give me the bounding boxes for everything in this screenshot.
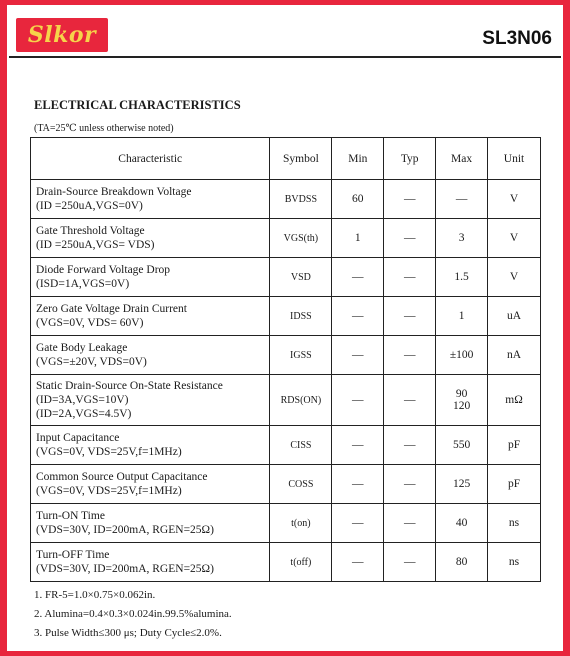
unit-value: mΩ	[505, 394, 523, 406]
max-cell	[436, 543, 488, 582]
typ-value: —	[403, 556, 416, 568]
unit-cell	[488, 258, 541, 297]
characteristic-cell	[31, 336, 270, 375]
typ-cell	[384, 336, 436, 375]
characteristic-name: Zero Gate Voltage Drain Current	[36, 303, 187, 315]
column-header: Unit	[488, 138, 541, 180]
symbol-value: COSS	[288, 478, 314, 490]
unit-cell	[488, 543, 541, 582]
max-value: 3	[458, 232, 465, 244]
unit-cell	[488, 297, 541, 336]
characteristic-name: Diode Forward Voltage Drop	[36, 264, 171, 276]
header-divider	[9, 56, 561, 58]
characteristic-name: Turn-OFF Time	[36, 549, 110, 561]
min-cell	[332, 465, 384, 504]
typ-value: —	[403, 193, 416, 205]
max-value: 1.5	[454, 271, 469, 283]
min-value: —	[352, 394, 364, 406]
min-cell	[332, 258, 384, 297]
column-header: Max	[436, 138, 488, 180]
symbol-cell	[270, 426, 332, 465]
max-cell	[436, 504, 488, 543]
symbol-cell	[270, 297, 332, 336]
characteristic-name: Gate Body Leakage	[36, 342, 128, 354]
test-condition: (ID =250uA,VGS= VDS)	[36, 239, 155, 251]
min-value: —	[352, 349, 364, 361]
column-header: Min	[332, 138, 384, 180]
min-cell	[332, 297, 384, 336]
brand-logo-text: Slkor	[27, 22, 97, 48]
min-cell	[332, 426, 384, 465]
min-value: —	[352, 271, 364, 283]
table-row	[31, 543, 541, 582]
max-cell	[436, 465, 488, 504]
typ-cell	[384, 543, 436, 582]
unit-value: ns	[508, 517, 520, 529]
typ-value: —	[403, 310, 416, 322]
max-cell	[436, 297, 488, 336]
typ-cell	[384, 465, 436, 504]
max-value: 1	[458, 310, 465, 322]
test-condition: (ID=2A,VGS=4.5V)	[36, 408, 132, 420]
typ-cell	[384, 297, 436, 336]
unit-cell	[488, 465, 541, 504]
test-condition: (ID =250uA,VGS=0V)	[36, 200, 143, 212]
electrical-characteristics-table	[30, 137, 541, 582]
brand-logo	[16, 18, 108, 52]
symbol-cell	[270, 336, 332, 375]
min-value: —	[352, 310, 364, 322]
footnote: 2. Alumina=0.4×0.3×0.024in.99.5%alumina.	[34, 608, 232, 620]
symbol-cell	[270, 180, 332, 219]
max-value: ±100	[449, 349, 474, 361]
test-condition: (VGS=0V, VDS=25V,f=1MHz)	[36, 485, 182, 497]
characteristic-cell	[31, 219, 270, 258]
min-value: —	[352, 439, 364, 451]
max-value: —	[455, 193, 468, 205]
min-value: —	[352, 556, 364, 568]
unit-value: nA	[506, 349, 522, 361]
max-value: 80	[455, 556, 468, 568]
min-value: —	[352, 517, 364, 529]
typ-value: —	[403, 439, 416, 451]
unit-value: ns	[508, 556, 520, 568]
symbol-value: t(off)	[290, 556, 312, 568]
unit-cell	[488, 426, 541, 465]
typ-cell	[384, 504, 436, 543]
unit-cell	[488, 180, 541, 219]
table-row	[31, 375, 541, 426]
test-condition: (VDS=30V, ID=200mA, RGEN=25Ω)	[36, 524, 214, 536]
min-cell	[332, 219, 384, 258]
typ-value: —	[403, 478, 416, 490]
symbol-cell	[270, 375, 332, 426]
typ-cell	[384, 375, 436, 426]
test-condition: (VDS=30V, ID=200mA, RGEN=25Ω)	[36, 563, 214, 575]
table-row	[31, 219, 541, 258]
symbol-value: CISS	[290, 439, 312, 451]
table-row	[31, 336, 541, 375]
characteristic-name: Drain-Source Breakdown Voltage	[36, 186, 192, 198]
min-cell	[332, 375, 384, 426]
typ-value: —	[403, 271, 416, 283]
column-header: Symbol	[270, 138, 332, 180]
max-value-2: 120	[452, 400, 471, 412]
symbol-cell	[270, 465, 332, 504]
max-value: 90	[455, 388, 468, 400]
min-cell	[332, 180, 384, 219]
unit-cell	[488, 336, 541, 375]
typ-cell	[384, 180, 436, 219]
characteristic-name: Input Capacitance	[36, 432, 120, 444]
max-value: 40	[455, 517, 468, 529]
table-row	[31, 180, 541, 219]
column-header: Typ	[384, 138, 436, 180]
table-row	[31, 258, 541, 297]
footnote: 3. Pulse Width≤300 μs; Duty Cycle≤2.0%.	[34, 627, 222, 639]
test-condition: (ISD=1A,VGS=0V)	[36, 278, 130, 290]
table-row	[31, 426, 541, 465]
unit-value: V	[509, 232, 519, 244]
table-row	[31, 504, 541, 543]
symbol-cell	[270, 543, 332, 582]
min-cell	[332, 504, 384, 543]
characteristic-cell	[31, 426, 270, 465]
test-condition: (VGS=0V, VDS=25V,f=1MHz)	[36, 446, 182, 458]
symbol-value: BVDSS	[284, 193, 318, 205]
unit-value: V	[509, 271, 519, 283]
characteristic-cell	[31, 504, 270, 543]
characteristic-name: Turn-ON Time	[36, 510, 105, 522]
symbol-cell	[270, 219, 332, 258]
max-cell	[436, 426, 488, 465]
table-row	[31, 297, 541, 336]
section-title: ELECTRICAL CHARACTERISTICS	[34, 98, 241, 112]
test-condition: (ID=3A,VGS=10V)	[36, 394, 129, 406]
part-number: SL3N06	[482, 28, 552, 49]
unit-cell	[488, 219, 541, 258]
max-cell	[436, 219, 488, 258]
symbol-value: VSD	[290, 271, 311, 283]
table-header-row	[31, 138, 541, 180]
typ-cell	[384, 258, 436, 297]
min-value: 1	[354, 232, 361, 244]
symbol-value: IDSS	[290, 310, 312, 322]
symbol-value: VGS(th)	[283, 232, 319, 244]
characteristic-cell	[31, 543, 270, 582]
unit-value: V	[509, 193, 519, 205]
min-value: 60	[352, 193, 364, 205]
unit-value: uA	[506, 310, 522, 322]
typ-value: —	[403, 232, 416, 244]
max-cell	[436, 180, 488, 219]
symbol-value: RDS(ON)	[280, 394, 322, 406]
symbol-value: t(on)	[291, 517, 311, 529]
footnote: 1. FR-5=1.0×0.75×0.062in.	[34, 589, 156, 601]
symbol-cell	[270, 258, 332, 297]
typ-value: —	[403, 394, 416, 406]
test-condition: (VGS=±20V, VDS=0V)	[36, 356, 147, 368]
table-row	[31, 465, 541, 504]
min-cell	[332, 336, 384, 375]
min-cell	[332, 543, 384, 582]
unit-value: pF	[507, 439, 521, 451]
characteristic-cell	[31, 465, 270, 504]
typ-value: —	[403, 517, 416, 529]
max-value: 125	[452, 478, 471, 490]
max-cell	[436, 258, 488, 297]
characteristic-name: Gate Threshold Voltage	[36, 225, 145, 237]
symbol-value: IGSS	[290, 349, 312, 361]
test-condition: (VGS=0V, VDS= 60V)	[36, 317, 144, 329]
characteristic-cell	[31, 258, 270, 297]
condition-note: (TA=25℃ unless otherwise noted)	[34, 123, 174, 134]
characteristic-name: Common Source Output Capacitance	[36, 471, 208, 483]
symbol-cell	[270, 504, 332, 543]
characteristic-cell	[31, 180, 270, 219]
unit-cell	[488, 375, 541, 426]
footnotes	[34, 588, 232, 645]
characteristic-name: Static Drain-Source On-State Resistance	[36, 380, 223, 392]
max-cell	[436, 336, 488, 375]
column-header: Characteristic	[31, 138, 270, 180]
max-value: 550	[452, 439, 471, 451]
characteristic-cell	[31, 375, 270, 426]
typ-cell	[384, 219, 436, 258]
unit-cell	[488, 504, 541, 543]
unit-value: pF	[507, 478, 521, 490]
typ-value: —	[403, 349, 416, 361]
characteristic-cell	[31, 297, 270, 336]
max-cell	[436, 375, 488, 426]
typ-cell	[384, 426, 436, 465]
min-value: —	[352, 478, 364, 490]
